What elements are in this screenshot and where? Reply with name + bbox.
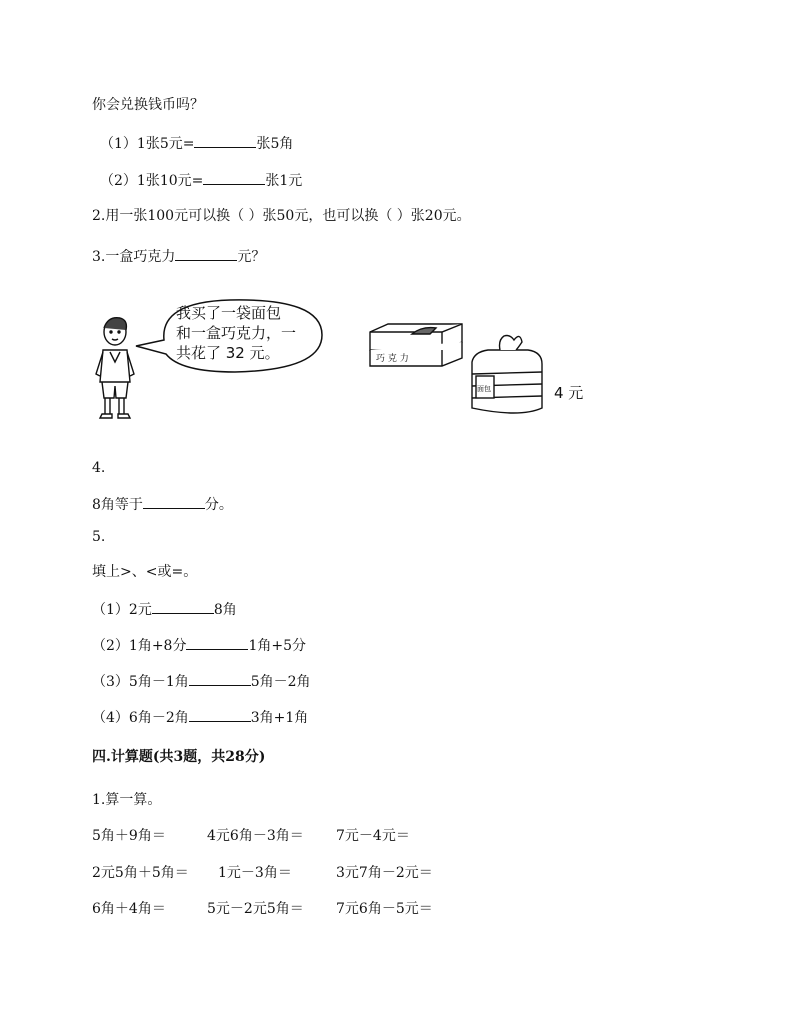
bubble-line-3: 共花了 32 元。 <box>176 344 280 362</box>
calc-r2-c3: 3元7角－2元＝ <box>336 865 433 881</box>
q5-item-3 <box>92 671 311 691</box>
q5-item-2-suffix: 1角+5分 <box>248 638 306 654</box>
bread-price: 4 元 <box>554 384 584 402</box>
q5-item-4-prefix: （4）6角－2角 <box>92 710 189 726</box>
q5-intro: 填上>、<或=。 <box>92 564 198 580</box>
q1-item-1-prefix: （1）1张5元= <box>100 136 195 152</box>
calc-r1-c3: 7元－4元＝ <box>336 828 410 844</box>
q5-item-3-blank[interactable] <box>189 671 251 686</box>
q5-item-4 <box>92 707 308 727</box>
q5-item-1-prefix: （1）2元 <box>92 602 152 618</box>
q5-item-1-suffix: 8角 <box>213 602 237 618</box>
chocolate-label: 巧 克 力 <box>376 354 409 364</box>
q5-number: 5. <box>92 529 106 545</box>
q5-item-2-prefix: （2）1角+8分 <box>92 638 187 654</box>
q1-intro: 你会兑换钱币吗？ <box>92 97 204 113</box>
q3-illustration <box>90 290 610 425</box>
calc-r1-c1: 5角＋9角＝ <box>92 828 166 844</box>
q3-blank[interactable] <box>175 246 237 261</box>
q5-item-2 <box>92 635 306 655</box>
q5-item-4-blank[interactable] <box>189 707 251 722</box>
q4-prefix: 8角等于 <box>92 497 143 513</box>
q1-item-1-blank[interactable] <box>194 133 256 148</box>
q1-item-2-suffix: 张1元 <box>265 173 303 189</box>
calc-r2-c2: 1元－3角＝ <box>218 865 292 881</box>
bread-label: 面包 <box>477 385 491 393</box>
calc-title: 1.算一算。 <box>92 792 162 808</box>
q1-item-1-suffix: 张5角 <box>256 136 294 152</box>
bubble-line-1: 我买了一袋面包 <box>176 304 282 322</box>
q5-item-1 <box>92 599 237 619</box>
q3-prefix: 3.一盒巧克力 <box>92 249 176 265</box>
q4-suffix: 分。 <box>204 497 233 513</box>
q1-item-2 <box>100 170 302 190</box>
q5-item-4-suffix: 3角+1角 <box>250 710 309 726</box>
q4-question <box>92 494 233 514</box>
q1-item-2-prefix: （2）1张10元= <box>100 173 204 189</box>
q5-item-2-blank[interactable] <box>186 635 248 650</box>
boy-figure <box>96 318 134 418</box>
calc-r3-c3: 7元6角－5元＝ <box>336 901 433 917</box>
q3-question <box>92 246 265 266</box>
calc-r1-c2: 4元6角－3角＝ <box>207 828 304 844</box>
q4-number: 4. <box>92 460 106 476</box>
q5-item-3-prefix: （3）5角－1角 <box>92 674 189 690</box>
q1-item-1 <box>100 133 293 153</box>
bread-bag <box>472 336 542 414</box>
q4-blank[interactable] <box>143 494 205 509</box>
q3-suffix: 元？ <box>237 249 266 265</box>
section4-title: 四.计算题(共3题，共28分) <box>92 749 266 765</box>
q5-item-3-suffix: 5角－2角 <box>250 674 311 690</box>
q5-item-1-blank[interactable] <box>152 599 214 614</box>
q1-item-2-blank[interactable] <box>203 170 265 185</box>
calc-r3-c1: 6角＋4角＝ <box>92 901 166 917</box>
calc-r3-c2: 5元－2元5角＝ <box>207 901 304 917</box>
bubble-line-2: 和一盒巧克力，一 <box>176 324 297 342</box>
calc-r2-c1: 2元5角＋5角＝ <box>92 865 189 881</box>
q2-text: 2.用一张100元可以换（ ）张50元，也可以换（ ）张20元。 <box>92 208 471 224</box>
